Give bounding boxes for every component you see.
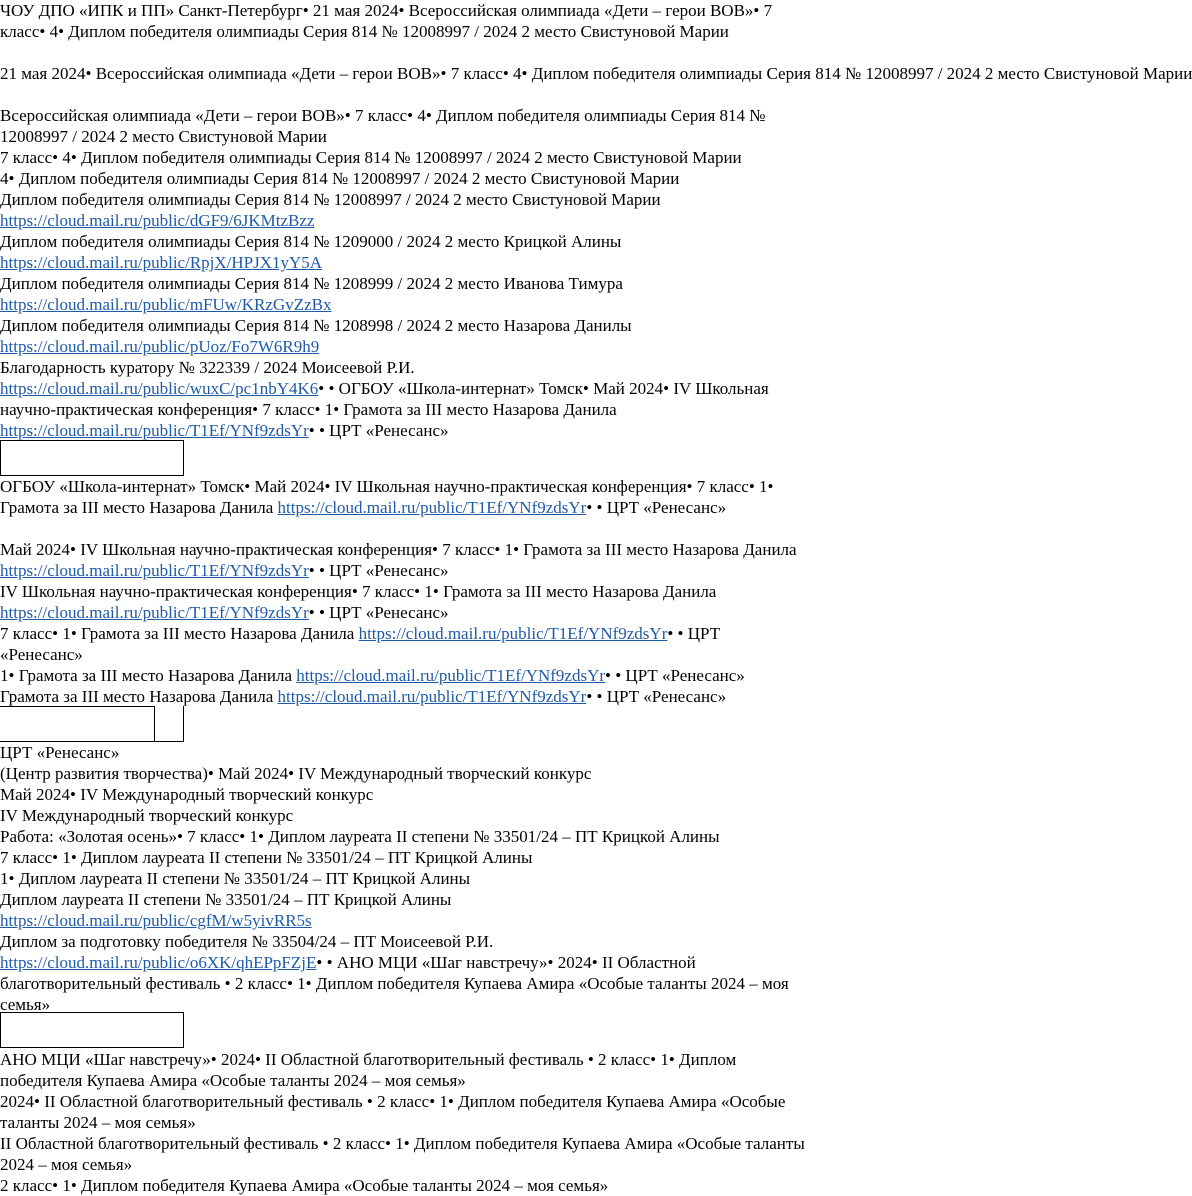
entry-tail: • • ЦРТ «Ренесанс» xyxy=(308,603,449,622)
cloud-link[interactable]: https://cloud.mail.ru/public/cgfM/w5yivRR5s xyxy=(0,911,312,930)
text-line: 2024• II Областной благотворительный фестиваль • 2 класс• 1• Диплом победителя Купаева Амира «Особые таланты 2024 – моя семья» xyxy=(0,1092,786,1132)
text-line: Диплом победителя олимпиады Серия 814 № 1208999 / 2024 2 место Иванова Тимура xyxy=(0,274,623,293)
link-line xyxy=(0,336,816,357)
text-line: Диплом за подготовку победителя № 33504/24 – ПТ Моисеевой Р.И. xyxy=(0,932,494,951)
link-line xyxy=(0,210,816,231)
cloud-link[interactable]: https://cloud.mail.ru/public/mFUw/KRzGvZzBx xyxy=(0,295,332,314)
text-line: Диплом лауреата II степени № 33501/24 – ПТ Крицкой Алины xyxy=(0,890,452,909)
entry-text: ОГБОУ «Школа-интернат» Томск• Май 2024• IV Школьная научно-практическая конференция• 7 класс• 1• Грамота за III место Назарова Данила xyxy=(0,477,774,517)
cloud-link[interactable]: https://cloud.mail.ru/public/dGF9/6JKMtzBzz xyxy=(0,211,315,230)
cloud-link[interactable]: https://cloud.mail.ru/public/T1Ef/YNf9zdsYr xyxy=(0,561,309,580)
text-line: 4• Диплом победителя олимпиады Серия 814 № 12008997 / 2024 2 место Свистуновой Марии xyxy=(0,169,680,188)
text-line xyxy=(0,476,812,518)
cloud-link[interactable]: https://cloud.mail.ru/public/RpjX/HPJX1yY5A xyxy=(0,253,323,272)
entry-text: Май 2024• IV Школьная научно-практическая конференция• 7 класс• 1• Грамота за III место Назарова Данила xyxy=(0,540,797,559)
text-line xyxy=(0,665,816,686)
entry-text: Грамота за III место Назарова Данила xyxy=(0,687,274,706)
text-line xyxy=(0,623,816,644)
cloud-link[interactable]: https://cloud.mail.ru/public/T1Ef/YNf9zdsYr xyxy=(277,498,587,517)
text-line: II Областной благотворительный фестиваль • 2 класс• 1• Диплом победителя Купаева Амира «Особые таланты 2024 – моя семья» xyxy=(0,1134,805,1174)
entry-text: 7 класс• 1• Грамота за III место Назарова Данила xyxy=(0,624,355,643)
entry-text: IV Школьная научно-практическая конференция• 7 класс• 1• Грамота за III место Назарова Данила xyxy=(0,582,717,601)
cloud-link[interactable]: https://cloud.mail.ru/public/pUoz/Fo7W6R9h9 xyxy=(0,337,320,356)
text-line: ЦРТ «Ренесанс» xyxy=(0,743,120,762)
text-line: Май 2024• IV Международный творческий конкурс xyxy=(0,785,374,804)
text-line: 7 класс• 4• Диплом победителя олимпиады Серия 814 № 12008997 / 2024 2 место Свистуновой Марии xyxy=(0,148,742,167)
text-line: IV Международный творческий конкурс xyxy=(0,806,294,825)
text-line xyxy=(0,539,812,581)
text-line: Благодарность куратору № 322339 / 2024 Моисеевой Р.И. xyxy=(0,358,415,377)
table-cell-box xyxy=(0,1012,184,1048)
entry-text: • • АНО МЦИ «Шаг навстречу»• 2024• II Областной благотворительный фестиваль • 2 класс• 1• Диплом победителя Купаева Амира «Особые таланты 2024 – моя семья» xyxy=(0,953,789,1014)
text-line: Диплом победителя олимпиады Серия 814 № 12008997 / 2024 2 место Свистуновой Марии xyxy=(0,190,661,209)
entry-tail: • • ЦРТ xyxy=(667,624,721,643)
table-cell-box xyxy=(0,706,184,742)
entry-text: 1• Грамота за III место Назарова Данила xyxy=(0,666,292,685)
entry-tail: • • ЦРТ «Ренесанс» xyxy=(308,561,449,580)
text-line: (Центр развития творчества)• Май 2024• IV Международный творческий конкурс xyxy=(0,764,592,783)
entry-tail: • • ЦРТ «Ренесанс» xyxy=(586,498,727,517)
link-line xyxy=(0,910,816,931)
text-line: ЧОУ ДПО «ИПК и ПП» Санкт-Петербург• 21 мая 2024• Всероссийская олимпиада «Дети – герои ВОВ»• 7 класс• 4• Диплом победителя олимпиады Серия 814 № 12008997 / 2024 2 место Свистуновой Марии xyxy=(0,1,773,41)
cloud-link[interactable]: https://cloud.mail.ru/public/wuxC/pc1nbY4K6 xyxy=(0,379,319,398)
text-line: Всероссийская олимпиада «Дети – герои ВОВ»• 7 класс• 4• Диплом победителя олимпиады Серия 814 № 12008997 / 2024 2 место Свистуновой Марии xyxy=(0,106,766,146)
entry-tail: • • ЦРТ «Ренесанс» xyxy=(586,687,727,706)
text-line: Работа: «Золотая осень»• 7 класс• 1• Диплом лауреата II степени № 33501/24 – ПТ Крицкой Алины xyxy=(0,827,720,846)
entry-text: • • ОГБОУ «Школа-интернат» Томск• Май 2024• IV Школьная научно-практическая конференция• 7 класс• 1• Грамота за III место Назарова Данила xyxy=(0,379,769,419)
cloud-link[interactable]: https://cloud.mail.ru/public/T1Ef/YNf9zdsYr xyxy=(358,624,668,643)
text-line: Диплом победителя олимпиады Серия 814 № 1208998 / 2024 2 место Назарова Данилы xyxy=(0,316,632,335)
cloud-link[interactable]: https://cloud.mail.ru/public/T1Ef/YNf9zdsYr xyxy=(296,666,606,685)
text-line xyxy=(0,420,816,441)
cloud-link[interactable]: https://cloud.mail.ru/public/T1Ef/YNf9zdsYr xyxy=(277,687,587,706)
text-line: 1• Диплом лауреата II степени № 33501/24 – ПТ Крицкой Алины xyxy=(0,869,471,888)
entry-text: • • ЦРТ «Ренесанс» xyxy=(308,421,449,440)
text-line xyxy=(0,581,812,623)
text-line: 2 класс• 1• Диплом победителя Купаева Амира «Особые таланты 2024 – моя семья» xyxy=(0,1176,609,1195)
text-line xyxy=(0,952,812,1015)
text-line: АНО МЦИ «Шаг навстречу»• 2024• II Областной благотворительный фестиваль • 2 класс• 1• Диплом победителя Купаева Амира «Особые таланты 2024 – моя семья» xyxy=(0,1050,737,1090)
table-cell-box xyxy=(0,440,184,476)
entry-tail: • • ЦРТ «Ренесанс» xyxy=(605,666,745,685)
text-line: 7 класс• 1• Диплом лауреата II степени № 33501/24 – ПТ Крицкой Алины xyxy=(0,848,533,867)
text-line: «Ренесанс» xyxy=(0,645,83,664)
link-line xyxy=(0,252,816,273)
cloud-link[interactable]: https://cloud.mail.ru/public/T1Ef/YNf9zdsYr xyxy=(0,421,309,440)
text-line xyxy=(0,686,816,707)
cloud-link[interactable]: https://cloud.mail.ru/public/o6XK/qhEPpFZjE xyxy=(0,953,317,972)
text-line: 21 мая 2024• Всероссийская олимпиада «Дети – герои ВОВ»• 7 класс• 4• Диплом победителя олимпиады Серия 814 № 12008997 / 2024 2 место Свистуновой Марии xyxy=(0,64,1192,83)
link-line xyxy=(0,294,816,315)
text-line: Диплом победителя олимпиады Серия 814 № 1209000 / 2024 2 место Крицкой Алины xyxy=(0,232,622,251)
text-line xyxy=(0,378,812,420)
cloud-link[interactable]: https://cloud.mail.ru/public/T1Ef/YNf9zdsYr xyxy=(0,603,309,622)
